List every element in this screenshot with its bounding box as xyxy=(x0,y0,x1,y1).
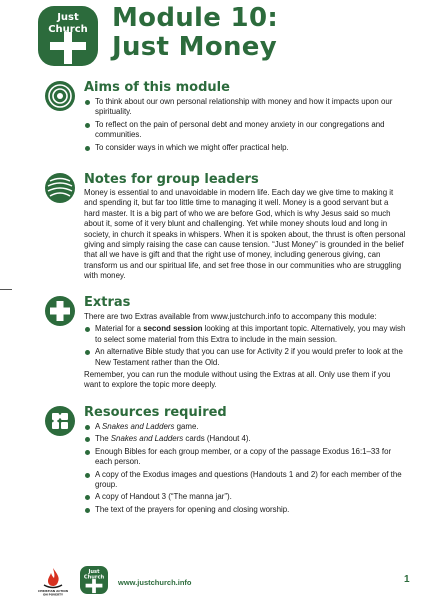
just-church-footer-logo xyxy=(80,566,108,594)
list-item: To reflect on the pain of personal debt and money anxiety in our congregations and communities. xyxy=(84,120,406,141)
extras-heading: Extras xyxy=(84,295,131,310)
list-item: A copy of the Exodus images and questions (Handouts 1 and 2) for each member of the group. xyxy=(84,470,406,491)
logo-word-just: Just xyxy=(57,12,79,23)
list-item: An alternative Bible study that you can use for Activity 2 if you would prefer to look at the New Testament rather than the Old. xyxy=(84,347,406,368)
aims-heading: Aims of this module xyxy=(84,80,230,95)
christian-action-on-poverty-logo xyxy=(40,566,66,596)
logo-word-church: Church xyxy=(48,24,88,35)
footer-logo-word-church: Church xyxy=(83,574,105,581)
plus-cross-icon xyxy=(44,295,76,327)
emphasis-text: second session xyxy=(143,324,203,334)
footer-logo-word-just: Just xyxy=(88,569,100,575)
logo-caption-line-1: CHRISTIAN ACTION xyxy=(38,589,68,593)
list-item: Enough Bibles for each group member, or a copy of the passage Exodus 16:1–33 for each person. xyxy=(84,447,406,468)
page-title xyxy=(112,4,278,62)
margin-tick-mark xyxy=(0,289,12,290)
list-item: The text of the prayers for opening and closing worship. xyxy=(84,505,406,515)
title-line-2: Just Money xyxy=(112,32,277,62)
list-item: To consider ways in which we might offer practical help. xyxy=(84,143,406,153)
just-church-logo xyxy=(38,6,98,66)
resources-section xyxy=(84,422,406,517)
footer-website-link[interactable]: www.justchurch.info xyxy=(118,578,192,587)
rotating-petals-icon xyxy=(44,172,76,204)
page-number: 1 xyxy=(404,574,410,585)
puzzle-pieces-icon xyxy=(44,405,76,437)
list-item: Material for a second session looking at this important topic. Alternatively, you may wish to select some material from this Extra to include in the main session. xyxy=(84,324,406,345)
concentric-circles-icon xyxy=(44,80,76,112)
list-item: To think about our own personal relationship with money and how it impacts upon our spirituality. xyxy=(84,97,406,118)
aims-section xyxy=(84,97,406,155)
extras-section xyxy=(84,312,406,393)
title-line-1: Module 10: xyxy=(112,3,279,33)
notes-section xyxy=(84,188,406,284)
list-item: The Snakes and Ladders cards (Handout 4). xyxy=(84,434,406,444)
game-title-text: Snakes and Ladders xyxy=(110,434,184,444)
list-item: A copy of Handout 3 (“The manna jar”). xyxy=(84,492,406,502)
extras-outro: Remember, you can run the module without using the Extras at all. Only use them if you want to explore the topic more deeply. xyxy=(84,370,391,390)
extras-intro-text: There are two Extras available from www.justchurch.info to accompany this module: xyxy=(84,312,377,321)
resources-heading: Resources required xyxy=(84,405,227,420)
logo-caption-line-2: ON POVERTY xyxy=(42,592,64,597)
notes-heading: Notes for group leaders xyxy=(84,172,259,187)
game-title-text: Snakes and Ladders xyxy=(102,422,175,431)
extras-intro xyxy=(84,312,406,322)
notes-paragraph: Money is essential to and unavoidable in modern life. Each day we give time to making it and spending it, but far too little time to managing it well. Money is a good servant but a hard master. It is a big part of who we are before God, which is why Jesus said so much about it, some of it very blunt and challenging. Yet while money shouts loud and long in society, in church it speaks in whispers. When it is spoken about, the thrust is often personal giving and simply raising the case can cause tension. “Just Money” is grounded in the belief that all we have is gift and that the right use of money, including generous giving, can transform us and our spiritual life, and set free those in our communities who are struggling with money. xyxy=(84,188,406,281)
list-item: A Snakes and Ladders game. xyxy=(84,422,406,432)
